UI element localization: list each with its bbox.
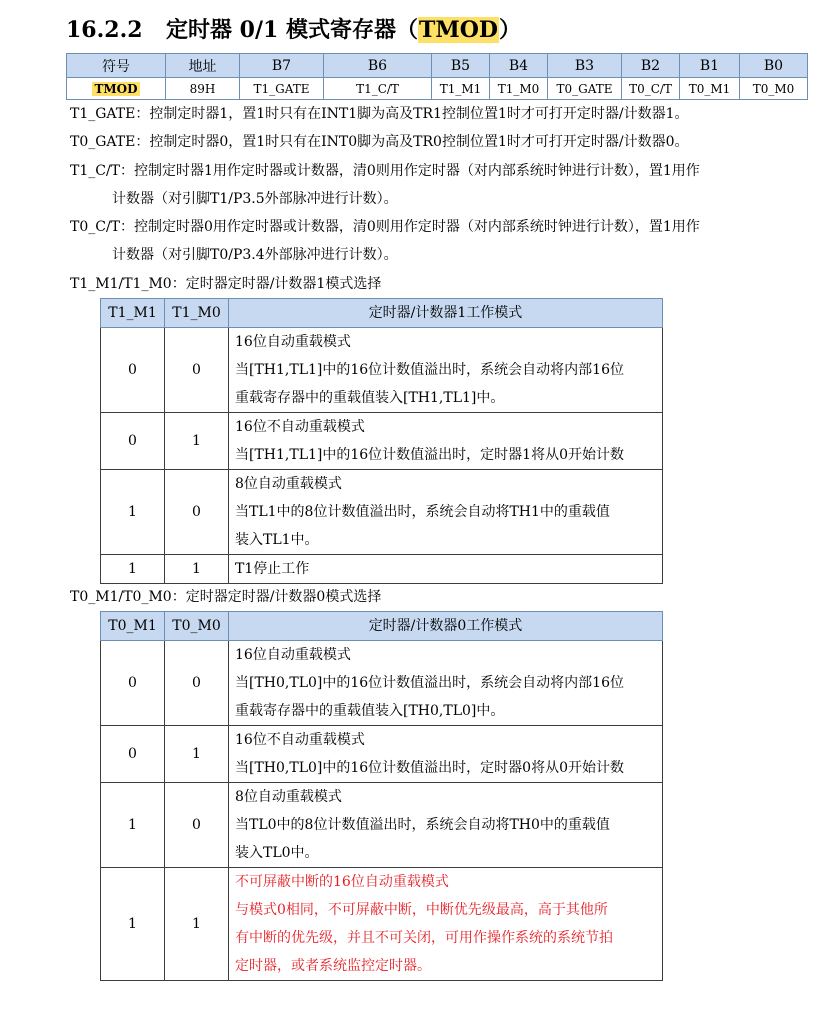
table-row	[101, 555, 663, 584]
t0-mode-header-row	[101, 612, 663, 641]
table-row	[101, 726, 663, 783]
register-value-cell: 89H	[166, 78, 240, 100]
section-number: 16.2.2	[66, 17, 143, 43]
register-header-cell: B1	[680, 54, 740, 78]
mode-line: 装入TL1中。	[235, 532, 319, 548]
mode-line: 当TL1中的8位计数值溢出时，系统会自动将TH1中的重载值	[235, 504, 610, 520]
register-header-row	[67, 54, 808, 78]
m1-cell: 1	[101, 783, 165, 868]
m0-cell: 1	[165, 726, 229, 783]
t1-mode-caption: T1_M1/T1_M0：定时器定时器/计数器1模式选择	[70, 276, 382, 292]
mode-line: 当[TH0,TL0]中的16位计数值溢出时，定时器0将从0开始计数	[235, 760, 624, 776]
t1-m0-header: T1_M0	[165, 299, 229, 328]
mode-title: 8位自动重载模式	[235, 476, 342, 492]
m1-cell: 1	[101, 868, 165, 981]
t1-ct-description	[70, 157, 780, 213]
register-value-cell: T0_GATE	[548, 78, 622, 100]
mode-line: 定时器，或者系统监控定时器。	[235, 958, 431, 974]
register-header-cell: B0	[740, 54, 808, 78]
mode-title: 8位自动重载模式	[235, 789, 342, 805]
mode-description-cell	[229, 726, 663, 783]
mode-line: 重载寄存器中的重载值装入[TH1,TL1]中。	[235, 390, 505, 406]
t1-gate-description: T1_GATE：控制定时器1，置1时只有在INT1脚为高及TR1控制位置1时才可打开定时器/计数器1。	[70, 106, 689, 122]
mode-description-cell-warning	[229, 868, 663, 981]
mode-line: 装入TL0中。	[235, 845, 319, 861]
mode-description-cell	[229, 413, 663, 470]
section-title-highlight: TMOD	[418, 17, 498, 43]
mode-title: T1停止工作	[235, 561, 310, 577]
register-symbol: TMOD	[94, 81, 138, 96]
m0-cell: 0	[165, 328, 229, 413]
mode-title: 不可屏蔽中断的16位自动重载模式	[235, 874, 449, 890]
mode-title: 16位自动重载模式	[235, 334, 351, 350]
m1-cell: 0	[101, 328, 165, 413]
mode-description-cell	[229, 641, 663, 726]
register-value-cell: T1_M0	[490, 78, 548, 100]
mode-line: 与模式0相同，不可屏蔽中断，中断优先级最高，高于其他所	[235, 902, 608, 918]
mode-line: 有中断的优先级，并且不可关闭，可用作操作系统的系统节拍	[235, 930, 613, 946]
register-header-cell: 符号	[67, 54, 166, 78]
m1-cell: 0	[101, 726, 165, 783]
register-value-cell: T0_M0	[740, 78, 808, 100]
t1-mode-header-row	[101, 299, 663, 328]
table-row	[101, 413, 663, 470]
table-row	[101, 783, 663, 868]
table-row	[101, 868, 663, 981]
register-symbol-cell	[67, 78, 166, 100]
table-row	[101, 641, 663, 726]
t0-gate-description: T0_GATE：控制定时器0，置1时只有在INT0脚为高及TR0控制位置1时才可打开定时器/计数器0。	[70, 134, 689, 150]
mode-title: 16位不自动重载模式	[235, 419, 365, 435]
register-header-cell: B6	[324, 54, 432, 78]
register-header-cell: B2	[622, 54, 680, 78]
m1-cell: 1	[101, 470, 165, 555]
register-header-cell: B7	[240, 54, 324, 78]
t0-mode-header: 定时器/计数器0工作模式	[229, 612, 663, 641]
t1-ct-line1: T1_C/T：控制定时器1用作定时器或计数器，清0则用作定时器（对内部系统时钟进行计数），置1用作	[70, 163, 700, 179]
register-value-cell: T0_C/T	[622, 78, 680, 100]
register-header-cell: B4	[490, 54, 548, 78]
table-row	[101, 470, 663, 555]
t0-ct-line2: 计数器（对引脚T0/P3.4外部脉冲进行计数）。	[112, 247, 398, 263]
table-row	[101, 328, 663, 413]
mode-title: 16位自动重载模式	[235, 647, 351, 663]
mode-line: 当[TH1,TL1]中的16位计数值溢出时，系统会自动将内部16位	[235, 362, 624, 378]
section-title-prefix: 定时器 0/1 模式寄存器（	[166, 17, 418, 43]
t0-m0-header: T0_M0	[165, 612, 229, 641]
register-value-cell: T1_M1	[432, 78, 490, 100]
mode-line: 当[TH0,TL0]中的16位计数值溢出时，系统会自动将内部16位	[235, 675, 624, 691]
mode-description-cell	[229, 470, 663, 555]
m0-cell: 1	[165, 413, 229, 470]
mode-description-cell	[229, 783, 663, 868]
mode-title: 16位不自动重载模式	[235, 732, 365, 748]
t0-ct-line1: T0_C/T：控制定时器0用作定时器或计数器，清0则用作定时器（对内部系统时钟进行计数），置1用作	[70, 219, 700, 235]
m1-cell: 1	[101, 555, 165, 584]
m0-cell: 1	[165, 868, 229, 981]
register-value-cell: T0_M1	[680, 78, 740, 100]
m0-cell: 0	[165, 641, 229, 726]
register-header-cell: 地址	[166, 54, 240, 78]
m0-cell: 0	[165, 470, 229, 555]
m1-cell: 0	[101, 413, 165, 470]
mode-description-cell	[229, 328, 663, 413]
register-value-row	[67, 78, 808, 100]
t0-m1-header: T0_M1	[101, 612, 165, 641]
register-header-cell: B3	[548, 54, 622, 78]
register-value-cell: T1_C/T	[324, 78, 432, 100]
register-value-cell: T1_GATE	[240, 78, 324, 100]
t0-mode-caption: T0_M1/T0_M0：定时器定时器/计数器0模式选择	[70, 589, 382, 605]
m0-cell: 0	[165, 783, 229, 868]
section-title-suffix: ）	[498, 17, 521, 43]
t1-mode-header: 定时器/计数器1工作模式	[229, 299, 663, 328]
mode-line: 当TL0中的8位计数值溢出时，系统会自动将TH0中的重载值	[235, 817, 610, 833]
register-header-cell: B5	[432, 54, 490, 78]
t1-ct-line2: 计数器（对引脚T1/P3.5外部脉冲进行计数）。	[112, 191, 398, 207]
mode-line: 重载寄存器中的重载值装入[TH0,TL0]中。	[235, 703, 505, 719]
t1-mode-table	[100, 298, 663, 584]
section-heading	[66, 14, 521, 46]
m0-cell: 1	[165, 555, 229, 584]
t1-m1-header: T1_M1	[101, 299, 165, 328]
mode-line: 当[TH1,TL1]中的16位计数值溢出时，定时器1将从0开始计数	[235, 447, 624, 463]
register-table	[66, 53, 808, 100]
t0-mode-table	[100, 611, 663, 981]
m1-cell: 0	[101, 641, 165, 726]
mode-description-cell	[229, 555, 663, 584]
t0-ct-description	[70, 213, 780, 269]
